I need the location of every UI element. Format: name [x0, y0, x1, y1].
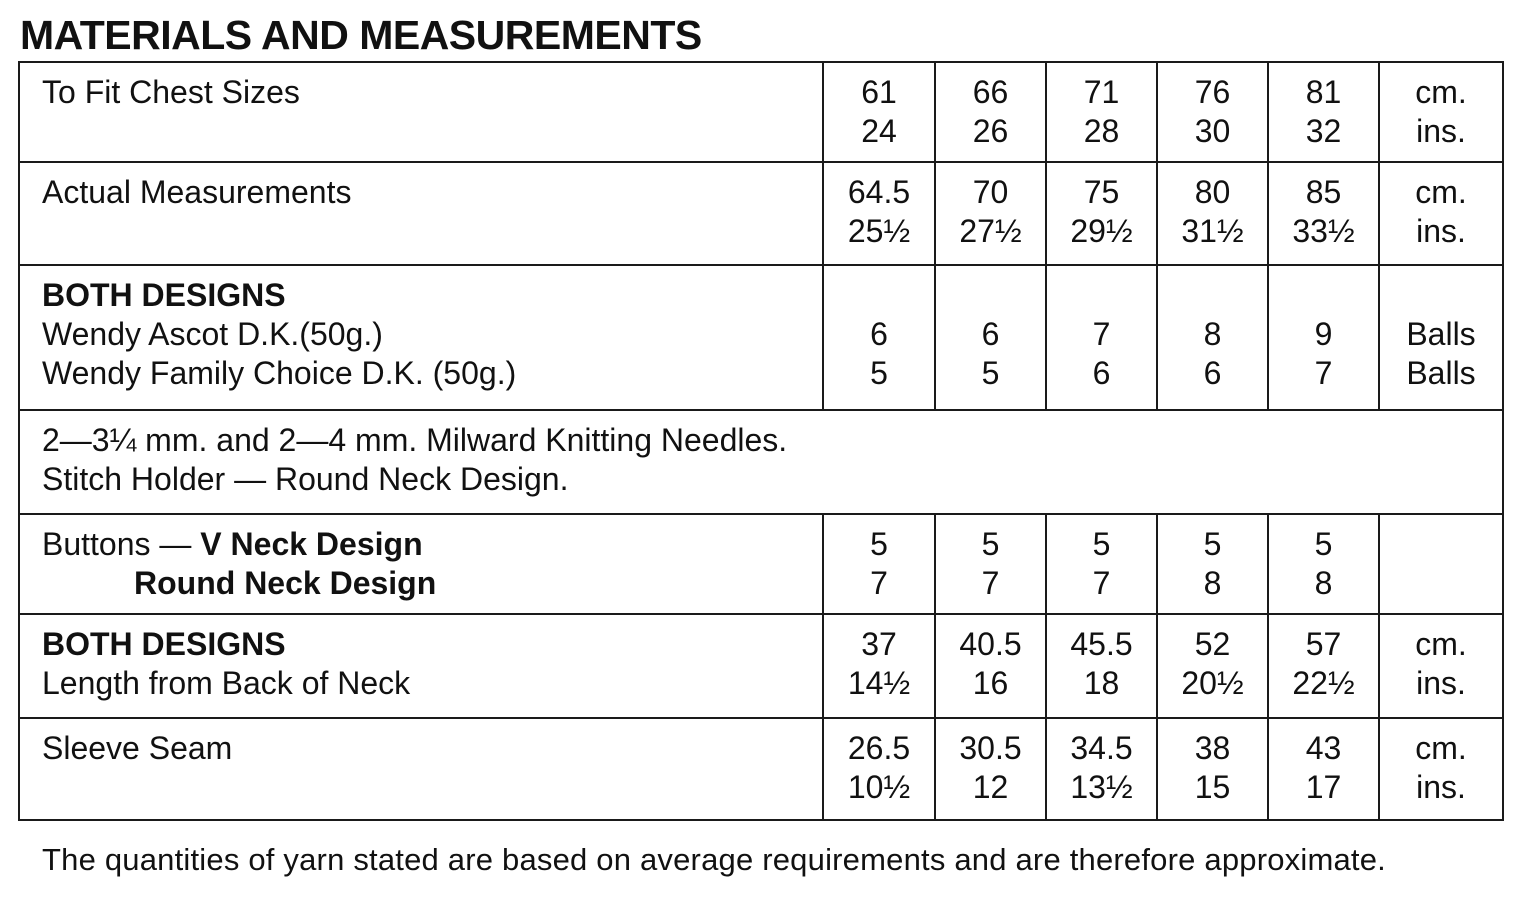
yarn-cell: 7 6 — [1046, 265, 1157, 410]
row-buttons — [19, 514, 1503, 614]
length-cell: 45.5 18 — [1046, 614, 1157, 718]
buttons-cell: 5 8 — [1157, 514, 1268, 614]
sleeve-cell: 34.5 13½ — [1046, 718, 1157, 820]
unit-cell: cm. ins. — [1379, 614, 1503, 718]
length-cell: 40.5 16 — [935, 614, 1046, 718]
page-title: MATERIALS AND MEASUREMENTS — [20, 12, 702, 58]
row-label: To Fit Chest Sizes — [19, 62, 823, 162]
row-chest-sizes — [19, 62, 1503, 162]
row-length — [19, 614, 1503, 718]
section-heading: BOTH DESIGNS — [42, 277, 286, 313]
size-cell: 61 24 — [823, 62, 935, 162]
measurement-cell: 70 27½ — [935, 162, 1046, 265]
size-cell: 71 28 — [1046, 62, 1157, 162]
buttons-cell: 5 7 — [823, 514, 935, 614]
row-actual-measurements — [19, 162, 1503, 265]
length-cell: 37 14½ — [823, 614, 935, 718]
measurements-table — [18, 61, 1504, 821]
length-cell: 52 20½ — [1157, 614, 1268, 718]
row-needles — [19, 410, 1503, 514]
row-label: BOTH DESIGNS Length from Back of Neck — [19, 614, 823, 718]
row-label: Buttons — V Neck Design Round Neck Design — [19, 514, 823, 614]
unit-cell — [1379, 514, 1503, 614]
sleeve-cell: 43 17 — [1268, 718, 1379, 820]
yarn-cell: 9 7 — [1268, 265, 1379, 410]
unit-cell: cm. ins. — [1379, 718, 1503, 820]
row-label: BOTH DESIGNS Wendy Ascot D.K.(50g.) Wendy Family Choice D.K. (50g.) — [19, 265, 823, 410]
unit-cell: Balls Balls — [1379, 265, 1503, 410]
buttons-cell: 5 7 — [1046, 514, 1157, 614]
row-sleeve-seam — [19, 718, 1503, 820]
measurement-cell: 80 31½ — [1157, 162, 1268, 265]
yarn-cell: 6 5 — [935, 265, 1046, 410]
unit-cell: cm. ins. — [1379, 62, 1503, 162]
unit-cell: cm. ins. — [1379, 162, 1503, 265]
sleeve-cell: 26.5 10½ — [823, 718, 935, 820]
buttons-cell: 5 7 — [935, 514, 1046, 614]
length-cell: 57 22½ — [1268, 614, 1379, 718]
buttons-cell: 5 8 — [1268, 514, 1379, 614]
size-cell: 76 30 — [1157, 62, 1268, 162]
section-heading: BOTH DESIGNS — [42, 626, 286, 662]
size-cell: 66 26 — [935, 62, 1046, 162]
footnote: The quantities of yarn stated are based on average requirements and are therefore approximate. — [42, 842, 1386, 877]
row-label: Actual Measurements — [19, 162, 823, 265]
sleeve-cell: 30.5 12 — [935, 718, 1046, 820]
measurement-cell: 75 29½ — [1046, 162, 1157, 265]
yarn-cell: 6 5 — [823, 265, 935, 410]
row-label: Sleeve Seam — [19, 718, 823, 820]
measurement-cell: 85 33½ — [1268, 162, 1379, 265]
yarn-cell: 8 6 — [1157, 265, 1268, 410]
row-yarn — [19, 265, 1503, 410]
needles-cell: 2—3¼ mm. and 2—4 mm. Milward Knitting Needles. Stitch Holder — Round Neck Design. — [19, 410, 1503, 514]
measurement-cell: 64.5 25½ — [823, 162, 935, 265]
size-cell: 81 32 — [1268, 62, 1379, 162]
sleeve-cell: 38 15 — [1157, 718, 1268, 820]
